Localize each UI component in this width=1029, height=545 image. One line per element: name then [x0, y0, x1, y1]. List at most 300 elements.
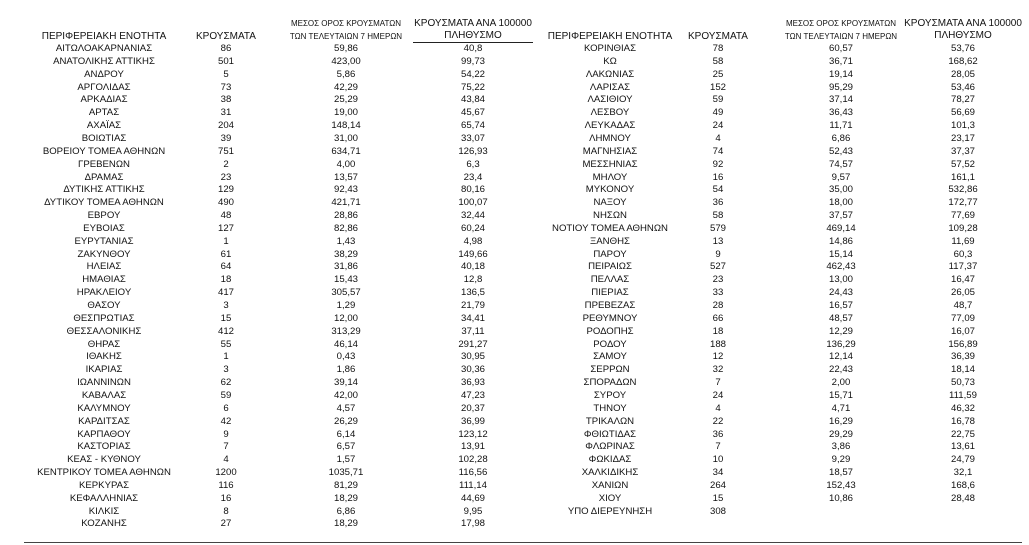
- left-row-1-cases: 86: [220, 43, 232, 54]
- left-row-22-per-100k: 34,41: [460, 312, 485, 324]
- left-row-8-cases: 39: [220, 132, 232, 144]
- right-row-11-cases: 16: [712, 171, 724, 183]
- left-row-3-avg-7day: 5,86: [336, 68, 356, 80]
- right-row-22-per-100k: 77,09: [950, 312, 975, 324]
- left-row-20-per-100k: 136,5: [460, 287, 485, 299]
- left-row-33-per-100k: 102,28: [458, 454, 488, 466]
- left-row-16-cases: 1: [223, 235, 229, 247]
- right-row-30-avg-7day: 16,29: [828, 415, 853, 427]
- left-row-35-cases: 116: [218, 479, 234, 491]
- left-row-2-region: ΑΝΑΤΟΛΙΚΗΣ ΑΤΤΙΚΗΣ: [53, 55, 155, 67]
- left-row-37-region: ΚΙΛΚΙΣ: [88, 505, 120, 517]
- right-row-33-cases: 10: [712, 454, 724, 466]
- right-header-avg-line2: ΤΩΝ ΤΕΛΕΥΤΑΙΩΝ 7 ΗΜΕΡΩΝ: [784, 32, 898, 41]
- left-row-1-per-100k: 40,8: [463, 43, 483, 54]
- left-row-19-cases: 18: [220, 274, 232, 286]
- left-row-32-per-100k: 13,91: [460, 441, 485, 453]
- right-row-14-region: ΝΗΣΩΝ: [593, 210, 627, 222]
- right-row-32-region: ΦΛΩΡΙΝΑΣ: [585, 441, 635, 453]
- left-row-18-region: ΗΛΕΙΑΣ: [86, 261, 122, 273]
- left-row-22-region: ΘΕΣΠΡΩΤΙΑΣ: [73, 312, 135, 324]
- right-row-6-avg-7day: 36,43: [828, 107, 853, 119]
- right-row-29-cases: 4: [715, 402, 721, 414]
- left-row-35-per-100k: 111,14: [459, 479, 487, 491]
- right-row-25-per-100k: 36,39: [950, 351, 975, 363]
- left-row-6-region: ΑΡΤΑΣ: [88, 107, 120, 119]
- right-row-13-per-100k: 172,77: [948, 197, 978, 209]
- left-row-26-per-100k: 30,36: [460, 364, 485, 376]
- left-row-30-per-100k: 36,99: [460, 415, 485, 427]
- left-row-8-avg-7day: 31,00: [333, 132, 358, 144]
- left-row-19-region: ΗΜΑΘΙΑΣ: [82, 274, 126, 286]
- right-row-33-region: ΦΩΚΙΔΑΣ: [588, 454, 632, 466]
- left-row-3-cases: 5: [223, 68, 229, 80]
- right-row-18-cases: 527: [709, 261, 726, 273]
- left-row-24-cases: 55: [220, 338, 232, 350]
- left-row-20-avg-7day: 305,57: [331, 287, 361, 299]
- left-row-16-region: ΕΥΡΥΤΑΝΙΑΣ: [74, 235, 134, 247]
- right-row-31-per-100k: 22,75: [950, 428, 975, 440]
- left-row-15-per-100k: 60,24: [460, 222, 485, 234]
- left-row-30-region: ΚΑΡΔΙΤΣΑΣ: [78, 415, 130, 427]
- right-row-8-avg-7day: 6,86: [831, 132, 851, 144]
- left-row-31-avg-7day: 6,14: [336, 428, 356, 440]
- left-row-9-per-100k: 126,93: [458, 145, 488, 157]
- right-row-1-avg-7day: 60,57: [828, 43, 853, 54]
- left-row-34-region: ΚΕΝΤΡΙΚΟΥ ΤΟΜΕΑ ΑΘΗΝΩΝ: [37, 467, 171, 479]
- right-row-16-avg-7day: 14,86: [828, 235, 853, 247]
- left-row-26-region: ΙΚΑΡΙΑΣ: [85, 364, 123, 376]
- right-row-9-avg-7day: 52,43: [828, 145, 853, 157]
- right-row-33-avg-7day: 9,29: [831, 454, 851, 466]
- right-row-23-per-100k: 16,07: [950, 325, 975, 337]
- right-row-10-region: ΜΕΣΣΗΝΙΑΣ: [582, 158, 638, 170]
- right-row-22-cases: 66: [712, 312, 724, 324]
- right-row-2-per-100k: 168,62: [948, 55, 978, 67]
- left-row-37-avg-7day: 6,86: [336, 505, 356, 517]
- right-row-36-per-100k: 28,48: [950, 492, 975, 504]
- right-row-23-avg-7day: 12,29: [828, 325, 853, 337]
- right-row-17-per-100k: 60,3: [953, 248, 973, 260]
- left-row-9-cases: 751: [217, 145, 234, 157]
- left-row-12-avg-7day: 92,43: [333, 184, 358, 196]
- right-row-35-avg-7day: 152,43: [826, 479, 856, 491]
- left-header-cases-label: ΚΡΟΥΣΜΑΤΑ: [196, 31, 256, 42]
- left-row-16-per-100k: 4,98: [463, 235, 483, 247]
- left-row-3-per-100k: 54,22: [460, 68, 485, 80]
- left-row-5-region: ΑΡΚΑΔΙΑΣ: [80, 94, 128, 106]
- left-row-27-cases: 62: [220, 377, 232, 389]
- left-row-36-region: ΚΕΦΑΛΛΗΝΙΑΣ: [69, 492, 139, 504]
- right-row-16-region: ΞΑΝΘΗΣ: [590, 235, 630, 247]
- left-row-38-per-100k: 17,98: [460, 518, 485, 530]
- right-row-28-avg-7day: 15,71: [828, 389, 853, 401]
- right-row-31-region: ΦΘΙΩΤΙΔΑΣ: [583, 428, 637, 440]
- left-row-14-region: ΕΒΡΟΥ: [87, 210, 121, 222]
- left-row-21-per-100k: 21,79: [460, 300, 485, 311]
- right-row-29-per-100k: 46,32: [950, 402, 975, 414]
- left-row-12-cases: 129: [217, 184, 234, 196]
- left-row-9-region: ΒΟΡΕΙΟΥ ΤΟΜΕΑ ΑΘΗΝΩΝ: [42, 145, 166, 157]
- left-row-13-per-100k: 100,07: [458, 197, 488, 209]
- left-row-36-cases: 16: [220, 492, 232, 504]
- right-row-13-cases: 36: [712, 197, 724, 209]
- right-row-10-per-100k: 57,52: [950, 158, 975, 170]
- right-row-15-region: ΝΟΤΙΟΥ ΤΟΜΕΑ ΑΘΗΝΩΝ: [552, 222, 668, 234]
- left-row-24-per-100k: 291,27: [458, 338, 488, 350]
- left-row-28-region: ΚΑΒΑΛΑΣ: [81, 389, 127, 401]
- right-row-24-region: ΡΟΔΟΥ: [593, 338, 627, 350]
- right-row-32-avg-7day: 3,86: [831, 441, 851, 453]
- left-row-11-region: ΔΡΑΜΑΣ: [84, 171, 124, 183]
- left-row-21-cases: 3: [223, 300, 229, 311]
- right-row-24-per-100k: 156,89: [948, 338, 978, 350]
- left-row-32-avg-7day: 6,57: [336, 441, 356, 453]
- right-row-5-cases: 59: [712, 94, 724, 106]
- right-row-27-cases: 7: [715, 377, 721, 389]
- left-row-5-per-100k: 43,84: [460, 94, 485, 106]
- right-row-15-avg-7day: 469,14: [826, 222, 856, 234]
- left-row-21-avg-7day: 1,29: [336, 300, 356, 311]
- right-row-23-cases: 18: [712, 325, 724, 337]
- right-row-17-avg-7day: 15,14: [828, 248, 853, 260]
- left-row-37-per-100k: 9,95: [463, 505, 483, 517]
- left-row-4-per-100k: 75,22: [460, 81, 485, 93]
- left-row-11-per-100k: 23,4: [463, 171, 483, 183]
- left-row-7-cases: 204: [217, 120, 234, 132]
- right-row-2-avg-7day: 36,71: [828, 55, 853, 67]
- right-header-cases-label: ΚΡΟΥΣΜΑΤΑ: [688, 31, 748, 42]
- right-row-33-per-100k: 24,79: [950, 454, 975, 466]
- left-row-15-cases: 127: [217, 222, 234, 234]
- right-row-15-per-100k: 109,28: [948, 222, 978, 234]
- left-row-3-region: ΑΝΔΡΟΥ: [84, 68, 124, 80]
- left-row-10-cases: 2: [223, 158, 229, 170]
- left-row-30-avg-7day: 26,29: [333, 415, 358, 427]
- left-row-5-avg-7day: 25,29: [333, 94, 358, 106]
- left-row-38-avg-7day: 18,29: [333, 518, 358, 530]
- right-row-30-region: ΤΡΙΚΑΛΩΝ: [585, 415, 635, 427]
- left-row-12-per-100k: 80,16: [460, 184, 485, 196]
- right-row-37-per-100k: [900, 505, 1026, 518]
- right-row-34-region: ΧΑΛΚΙΔΙΚΗΣ: [581, 467, 639, 479]
- right-row-16-per-100k: 11,69: [951, 235, 975, 247]
- left-row-29-cases: 6: [223, 402, 229, 414]
- right-row-5-per-100k: 78,27: [950, 94, 975, 106]
- left-row-2-avg-7day: 423,00: [331, 55, 361, 67]
- left-row-20-cases: 417: [217, 287, 234, 299]
- left-row-23-per-100k: 37,11: [461, 325, 485, 337]
- left-row-27-region: ΙΩΑΝΝΙΝΩΝ: [77, 377, 131, 389]
- left-row-37-cases: 8: [223, 505, 229, 517]
- left-row-13-region: ΔΥΤΙΚΟΥ ΤΟΜΕΑ ΑΘΗΝΩΝ: [44, 197, 164, 209]
- right-row-36-cases: 15: [712, 492, 724, 504]
- left-row-36-avg-7day: 18,29: [333, 492, 358, 504]
- left-row-14-cases: 48: [220, 210, 232, 222]
- left-row-6-per-100k: 45,67: [460, 107, 485, 119]
- right-row-19-per-100k: 16,47: [950, 274, 975, 286]
- right-header-avg-line1: ΜΕΣΟΣ ΟΡΟΣ ΚΡΟΥΣΜΑΤΩΝ: [785, 19, 897, 28]
- right-row-26-per-100k: 18,14: [950, 364, 975, 376]
- left-row-24-region: ΘΗΡΑΣ: [87, 338, 121, 350]
- left-row-18-avg-7day: 31,86: [333, 261, 358, 273]
- left-row-29-avg-7day: 4,57: [336, 402, 356, 414]
- left-row-25-cases: 1: [223, 351, 229, 363]
- left-row-11-cases: 23: [220, 171, 232, 183]
- right-row-19-cases: 23: [712, 274, 724, 286]
- right-row-2-cases: 58: [712, 55, 724, 67]
- right-row-27-region: ΣΠΟΡΑΔΩΝ: [583, 377, 637, 389]
- right-row-26-avg-7day: 22,43: [828, 364, 853, 376]
- left-row-34-per-100k: 116,56: [458, 467, 488, 479]
- right-row-7-cases: 24: [712, 120, 724, 132]
- left-row-20-region: ΗΡΑΚΛΕΙΟΥ: [76, 287, 132, 299]
- left-row-15-region: ΕΥΒΟΙΑΣ: [83, 222, 125, 234]
- left-row-34-cases: 1200: [215, 467, 237, 479]
- right-row-28-cases: 24: [712, 389, 724, 401]
- right-row-3-region: ΛΑΚΩΝΙΑΣ: [585, 68, 635, 80]
- right-row-25-cases: 12: [712, 351, 724, 363]
- left-row-32-cases: 7: [223, 441, 229, 453]
- right-row-11-avg-7day: 9,57: [831, 171, 851, 183]
- right-row-18-avg-7day: 462,43: [826, 261, 856, 273]
- left-row-13-cases: 490: [217, 197, 234, 209]
- right-row-22-avg-7day: 48,57: [828, 312, 853, 324]
- right-header-per100k-line1: ΚΡΟΥΣΜΑΤΑ ΑΝΑ 100000: [904, 18, 1022, 29]
- left-header-per100k: [410, 18, 536, 42]
- right-row-4-region: ΛΑΡΙΣΑΣ: [589, 81, 631, 93]
- left-row-28-per-100k: 47,23: [460, 389, 485, 401]
- right-row-27-avg-7day: 2,00: [831, 377, 851, 389]
- right-row-8-per-100k: 23,17: [950, 132, 975, 144]
- left-header-region-label: ΠΕΡΙΦΕΡΕΙΑΚΗ ΕΝΟΤΗΤΑ: [41, 31, 167, 42]
- right-row-35-region: ΧΑΝΙΩΝ: [591, 479, 629, 491]
- left-row-11-avg-7day: 13,57: [333, 171, 358, 183]
- right-row-20-per-100k: 26,05: [950, 287, 975, 299]
- left-row-34-avg-7day: 1035,71: [328, 467, 364, 479]
- left-row-8-region: ΒΟΙΩΤΙΑΣ: [81, 132, 127, 144]
- right-row-13-region: ΝΑΞΟΥ: [593, 197, 627, 209]
- right-row-30-cases: 22: [712, 415, 724, 427]
- right-header-region-label: ΠΕΡΙΦΕΡΕΙΑΚΗ ΕΝΟΤΗΤΑ: [547, 31, 673, 42]
- right-row-26-cases: 32: [712, 364, 724, 376]
- right-row-31-cases: 36: [712, 428, 724, 440]
- right-row-27-per-100k: 50,73: [950, 377, 975, 389]
- right-row-7-per-100k: 101,3: [950, 120, 975, 132]
- right-row-25-avg-7day: 12,14: [828, 351, 853, 363]
- left-row-23-region: ΘΕΣΣΑΛΟΝΙΚΗΣ: [66, 325, 142, 337]
- right-row-1-region: ΚΟΡΙΝΘΙΑΣ: [583, 43, 637, 54]
- left-row-4-cases: 73: [220, 81, 232, 93]
- right-row-28-region: ΣΥΡΟΥ: [593, 389, 627, 401]
- right-row-37-cases: 308: [709, 505, 726, 517]
- right-row-32-cases: 7: [715, 441, 721, 453]
- right-row-32-per-100k: 13,61: [950, 441, 975, 453]
- right-row-15-cases: 579: [709, 222, 726, 234]
- right-row-9-per-100k: 37,37: [950, 145, 975, 157]
- right-row-21-per-100k: 48,7: [953, 300, 973, 311]
- right-row-1-cases: 78: [712, 43, 724, 54]
- left-row-24-avg-7day: 46,14: [333, 338, 358, 350]
- left-row-30-cases: 42: [220, 415, 232, 427]
- right-row-21-avg-7day: 16,57: [828, 300, 853, 311]
- right-row-35-per-100k: 168,6: [950, 479, 975, 491]
- right-row-3-per-100k: 28,05: [950, 68, 975, 80]
- right-row-17-region: ΠΑΡΟΥ: [593, 248, 627, 260]
- left-row-38-cases: 27: [220, 518, 232, 530]
- left-row-18-cases: 64: [220, 261, 232, 273]
- left-row-5-cases: 38: [220, 94, 232, 106]
- right-row-3-cases: 25: [712, 68, 724, 80]
- right-row-10-avg-7day: 74,57: [828, 158, 853, 170]
- right-header-per100k-line2: ΠΛΗΘΥΣΜΟ: [934, 30, 992, 41]
- left-row-6-avg-7day: 19,00: [333, 107, 358, 119]
- left-row-35-region: ΚΕΡΚΥΡΑΣ: [78, 479, 129, 491]
- left-header-per100k-line2: ΠΛΗΘΥΣΜΟ: [444, 30, 502, 41]
- right-row-36-region: ΧΙΟΥ: [598, 492, 622, 504]
- right-row-12-region: ΜΥΚΟΝΟΥ: [585, 184, 635, 196]
- bottom-rule: [24, 542, 1022, 543]
- right-row-18-region: ΠΕΙΡΑΙΩΣ: [588, 261, 632, 273]
- right-row-11-region: ΜΗΛΟΥ: [592, 171, 628, 183]
- right-row-19-avg-7day: 13,00: [828, 274, 853, 286]
- right-row-35-cases: 264: [709, 479, 726, 491]
- left-row-33-region: ΚΕΑΣ - ΚΥΘΝΟΥ: [67, 454, 141, 466]
- right-row-37-region: ΥΠΟ ΔΙΕΡΕΥΝΗΣΗ: [567, 505, 653, 517]
- left-row-26-avg-7day: 1,86: [336, 364, 356, 376]
- left-row-14-per-100k: 32,44: [460, 210, 485, 222]
- right-row-14-avg-7day: 37,57: [828, 210, 853, 222]
- right-row-19-region: ΠΕΛΛΑΣ: [590, 274, 630, 286]
- left-row-6-cases: 31: [220, 107, 232, 119]
- right-header-avg: [778, 19, 904, 42]
- left-row-1-avg-7day: 59,86: [333, 43, 358, 54]
- right-row-13-avg-7day: 18,00: [828, 197, 853, 209]
- right-row-26-region: ΣΕΡΡΩΝ: [590, 364, 630, 376]
- right-row-24-avg-7day: 136,29: [826, 338, 856, 350]
- right-row-34-per-100k: 32,1: [953, 467, 973, 479]
- right-row-24-cases: 188: [709, 338, 726, 350]
- left-row-8-per-100k: 33,07: [460, 132, 485, 144]
- left-row-29-region: ΚΑΛΥΜΝΟΥ: [77, 402, 131, 414]
- right-row-34-avg-7day: 18,57: [828, 467, 853, 479]
- right-row-12-avg-7day: 35,00: [828, 184, 853, 196]
- right-row-6-per-100k: 56,69: [950, 107, 975, 119]
- right-row-2-region: ΚΩ: [603, 55, 617, 67]
- left-row-10-region: ΓΡΕΒΕΝΩΝ: [78, 158, 130, 170]
- left-row-22-cases: 15: [220, 312, 232, 324]
- right-row-8-region: ΛΗΜΝΟΥ: [589, 132, 631, 144]
- left-row-32-region: ΚΑΣΤΟΡΙΑΣ: [77, 441, 131, 453]
- right-row-23-region: ΡΟΔΟΠΗΣ: [586, 325, 634, 337]
- right-row-31-avg-7day: 29,29: [828, 428, 853, 440]
- left-row-7-avg-7day: 148,14: [331, 120, 361, 132]
- right-row-5-region: ΛΑΣΙΘΙΟΥ: [587, 94, 633, 106]
- right-row-25-region: ΣΑΜΟΥ: [593, 351, 627, 363]
- left-row-25-per-100k: 30,95: [460, 351, 485, 363]
- left-row-7-per-100k: 65,74: [460, 120, 485, 132]
- right-row-29-avg-7day: 4,71: [831, 402, 851, 414]
- left-row-7-region: ΑΧΑΪΑΣ: [86, 120, 122, 132]
- right-row-1-per-100k: 53,76: [950, 43, 975, 54]
- right-row-4-avg-7day: 95,29: [828, 81, 853, 93]
- left-row-26-cases: 3: [223, 364, 229, 376]
- left-row-18-per-100k: 40,18: [460, 261, 485, 273]
- left-row-33-avg-7day: 1,57: [336, 454, 356, 466]
- right-row-11-per-100k: 161,1: [950, 171, 975, 183]
- right-row-21-region: ΠΡΕΒΕΖΑΣ: [584, 300, 636, 311]
- right-row-9-region: ΜΑΓΝΗΣΙΑΣ: [582, 145, 638, 157]
- left-row-19-per-100k: 12,8: [463, 274, 483, 286]
- left-row-36-per-100k: 44,69: [460, 492, 485, 504]
- right-row-4-cases: 152: [709, 81, 726, 93]
- left-row-27-avg-7day: 39,14: [333, 377, 358, 389]
- right-row-21-cases: 28: [712, 300, 724, 311]
- left-row-22-avg-7day: 12,00: [333, 312, 358, 324]
- left-row-31-region: ΚΑΡΠΑΘΟΥ: [77, 428, 131, 440]
- right-row-17-cases: 9: [715, 248, 721, 260]
- right-row-12-per-100k: 532,86: [948, 184, 978, 196]
- left-row-28-avg-7day: 42,00: [333, 389, 358, 401]
- left-row-17-region: ΖΑΚΥΝΘΟΥ: [77, 248, 131, 260]
- left-header-per100k-line1: ΚΡΟΥΣΜΑΤΑ ΑΝΑ 100000: [414, 18, 532, 29]
- left-row-4-region: ΑΡΓΟΛΙΔΑΣ: [77, 81, 131, 93]
- right-row-14-per-100k: 77,69: [950, 210, 975, 222]
- right-row-5-avg-7day: 37,14: [828, 94, 853, 106]
- left-row-12-region: ΔΥΤΙΚΗΣ ΑΤΤΙΚΗΣ: [63, 184, 145, 196]
- right-row-29-region: ΤΗΝΟΥ: [593, 402, 627, 414]
- right-row-10-cases: 92: [712, 158, 724, 170]
- left-row-4-avg-7day: 42,29: [333, 81, 358, 93]
- right-header-per100k: [900, 18, 1026, 42]
- left-row-2-per-100k: 99,73: [460, 55, 485, 67]
- left-row-16-avg-7day: 1,43: [336, 235, 356, 247]
- left-row-31-cases: 9: [223, 428, 229, 440]
- left-header-avg-line2: ΤΩΝ ΤΕΛΕΥΤΑΙΩΝ 7 ΗΜΕΡΩΝ: [289, 32, 403, 41]
- left-row-10-per-100k: 6,3: [466, 158, 480, 170]
- right-row-36-avg-7day: 10,86: [828, 492, 853, 504]
- left-row-38-region: ΚΟΖΑΝΗΣ: [81, 518, 127, 530]
- left-row-23-avg-7day: 313,29: [331, 325, 361, 337]
- left-row-25-avg-7day: 0,43: [336, 351, 356, 363]
- left-row-10-avg-7day: 4,00: [336, 158, 356, 170]
- left-row-2-cases: 501: [217, 55, 234, 67]
- left-header-avg: [283, 19, 409, 42]
- left-row-21-region: ΘΑΣΟΥ: [87, 300, 121, 311]
- right-row-7-region: ΛΕΥΚΑΔΑΣ: [584, 120, 636, 132]
- right-row-20-avg-7day: 24,43: [828, 287, 853, 299]
- left-row-31-per-100k: 123,12: [458, 428, 488, 440]
- left-row-27-per-100k: 36,93: [460, 377, 485, 389]
- left-row-17-cases: 61: [220, 248, 232, 260]
- right-row-18-per-100k: 117,37: [948, 261, 978, 273]
- left-row-9-avg-7day: 634,71: [331, 145, 361, 157]
- right-row-12-cases: 54: [712, 184, 724, 196]
- right-row-4-per-100k: 53,46: [950, 81, 975, 93]
- left-row-25-region: ΙΘΑΚΗΣ: [86, 351, 122, 363]
- left-row-19-avg-7day: 15,43: [333, 274, 358, 286]
- left-row-35-avg-7day: 81,29: [333, 479, 358, 491]
- left-row-1-region: ΑΙΤΩΛΟΑΚΑΡΝΑΝΙΑΣ: [55, 43, 153, 54]
- right-row-37-avg-7day: [778, 505, 904, 518]
- left-row-17-per-100k: 149,66: [458, 248, 488, 260]
- left-header-avg-line1: ΜΕΣΟΣ ΟΡΟΣ ΚΡΟΥΣΜΑΤΩΝ: [290, 19, 402, 28]
- left-row-13-avg-7day: 421,71: [331, 197, 361, 209]
- right-row-20-cases: 33: [712, 287, 724, 299]
- right-row-28-per-100k: 111,59: [949, 389, 977, 401]
- right-row-6-region: ΛΕΣΒΟΥ: [590, 107, 630, 119]
- left-row-23-cases: 412: [217, 325, 234, 337]
